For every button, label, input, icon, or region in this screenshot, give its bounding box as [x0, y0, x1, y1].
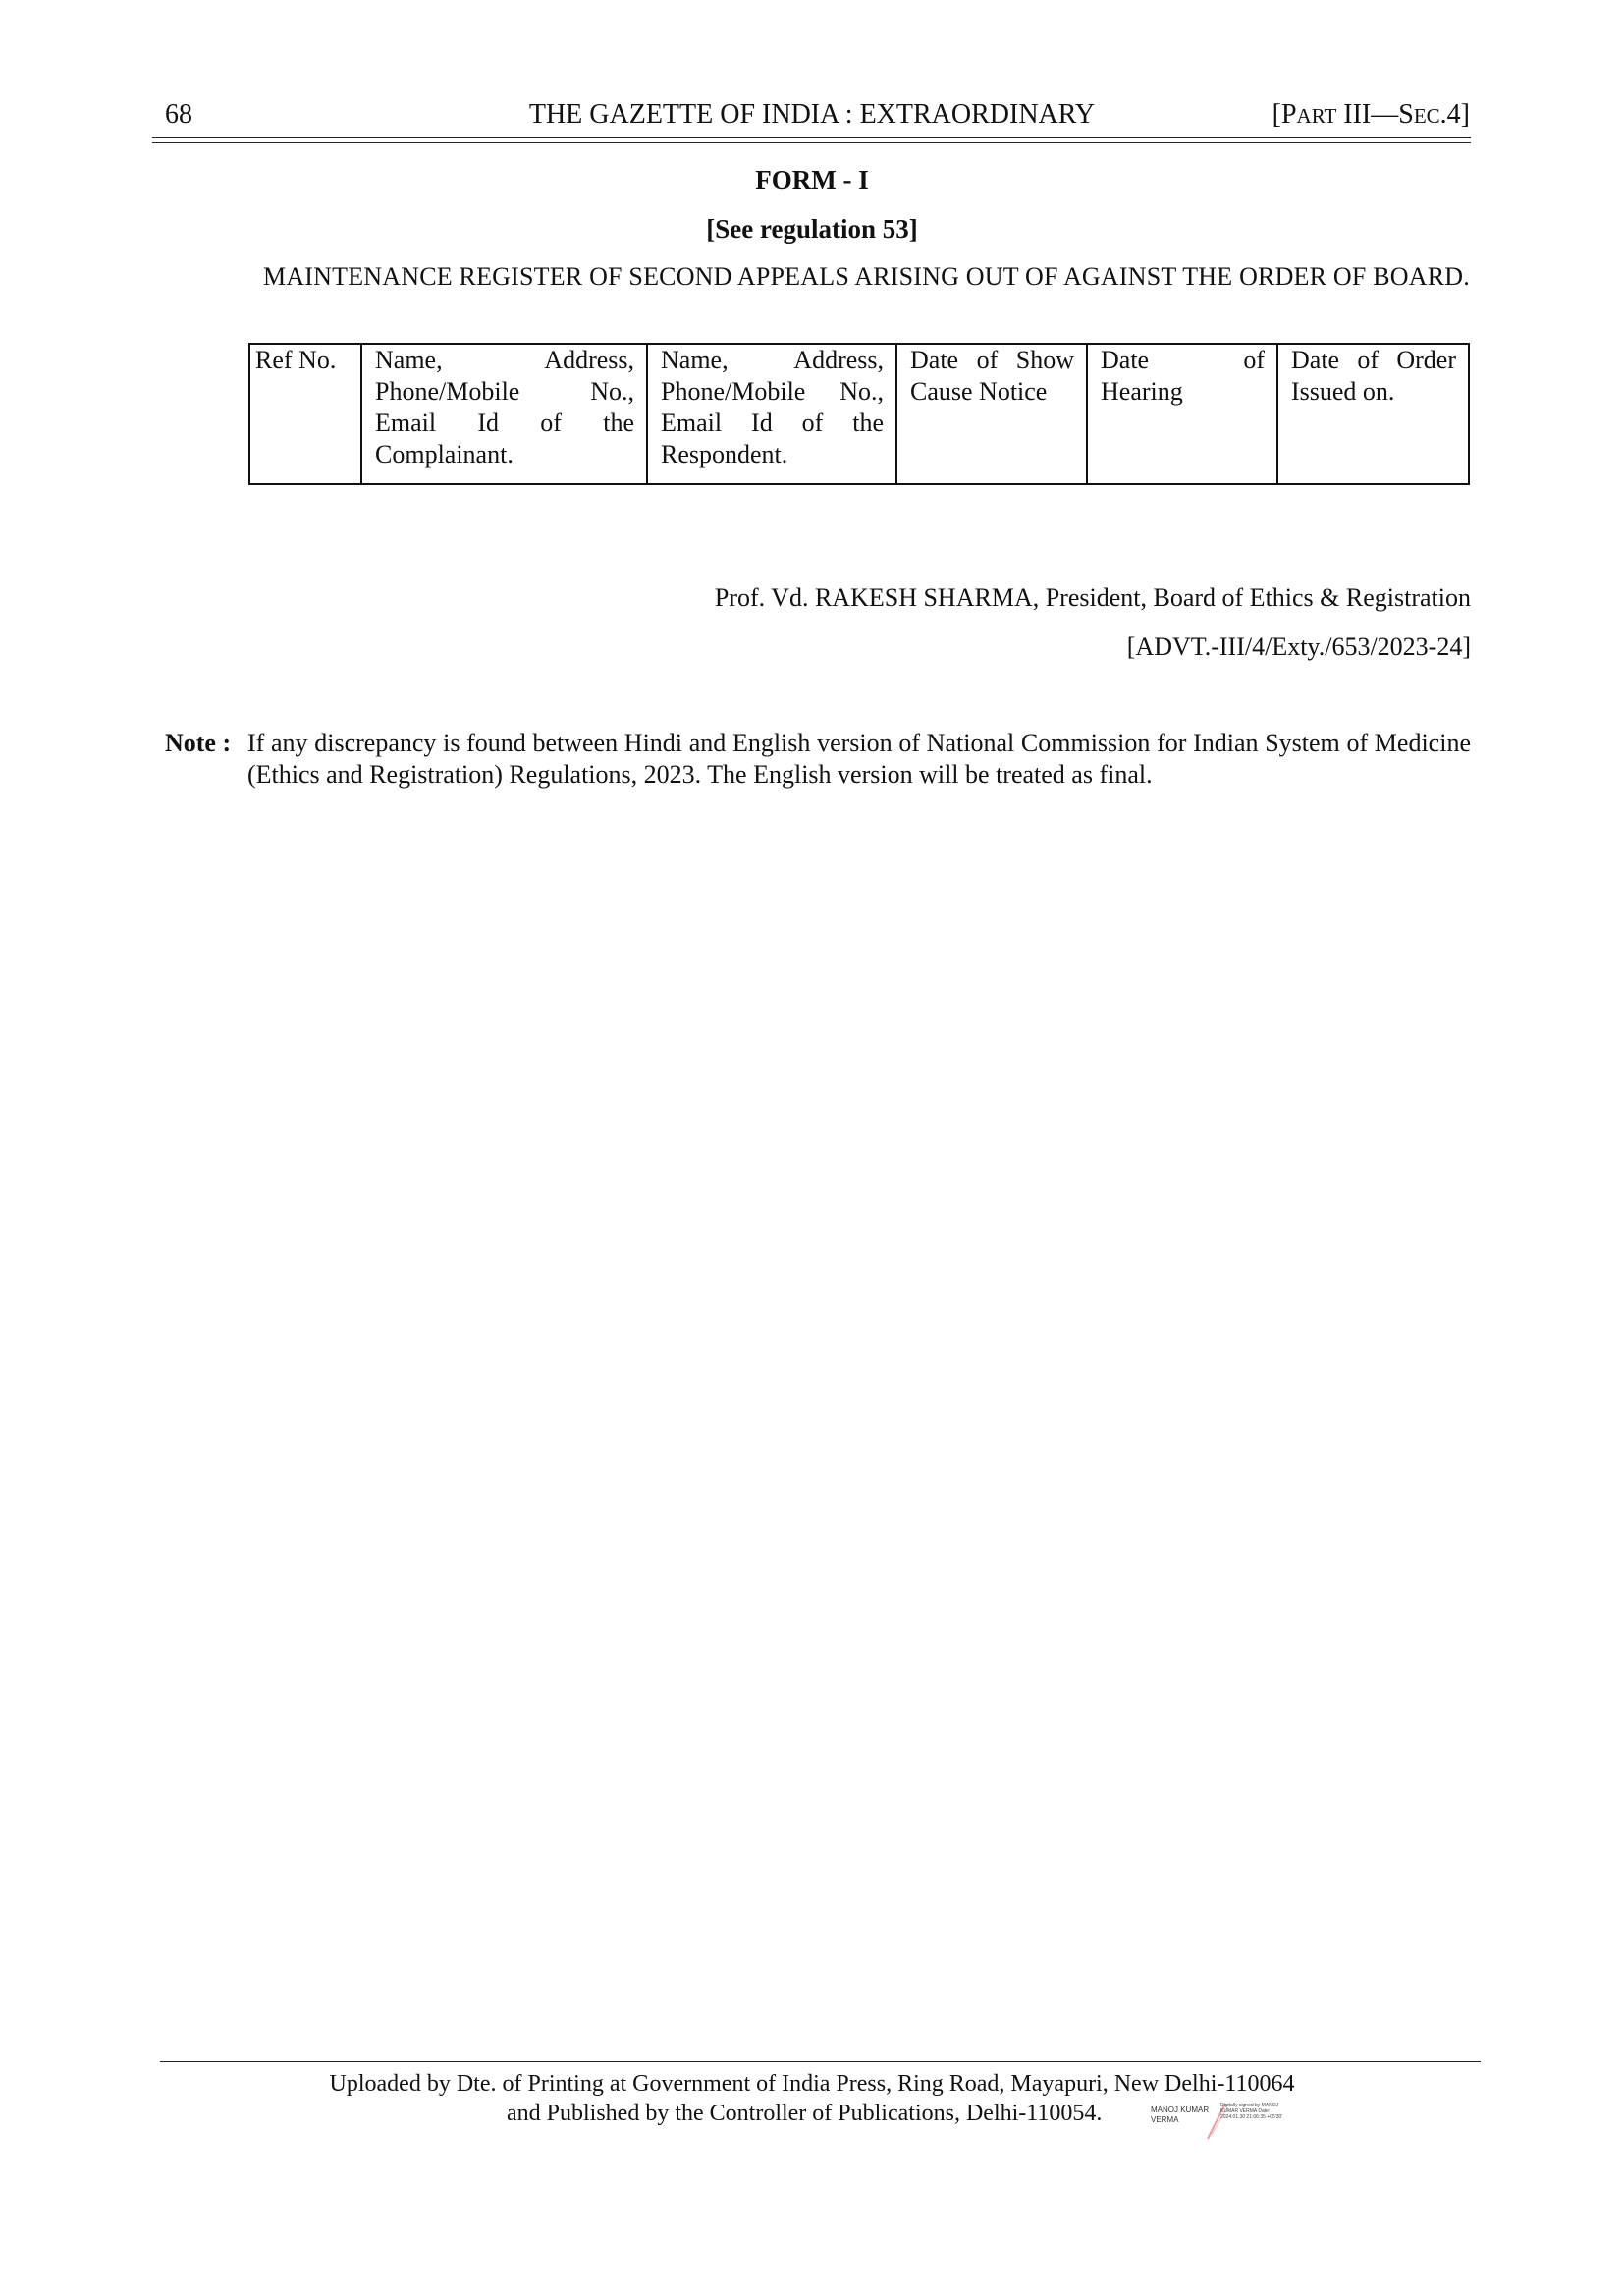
form-intro: MAINTENANCE REGISTER OF SECOND APPEALS ARISING OUT OF AGAINST THE ORDER OF BOARD. — [263, 262, 1470, 291]
footer-line-2: and Published by the Controller of Publications, Delhi-110054. — [507, 2101, 1103, 2126]
signer-name: MANOJ KUMAR VERMA — [1151, 2105, 1210, 2124]
part-mid: III—S — [1336, 99, 1414, 130]
part-close: .4] — [1439, 99, 1470, 130]
signatory: Prof. Vd. RAKESH SHARMA, President, Board of Ethics & Registration — [714, 583, 1471, 612]
col-complainant: Name, Address, Phone/Mobile No., Email Id of the Complainant. — [361, 344, 647, 484]
col-order-date: Date of Order Issued on. — [1277, 344, 1469, 484]
part-section-label — [1272, 98, 1470, 133]
table-header-row — [249, 344, 1469, 484]
signature-detail: Digitally signed by MANOJ KUMAR VERMA Date: 2024.01.30 21:06:35 +05'30' — [1220, 2103, 1283, 2120]
digital-signature-stamp — [1149, 2100, 1286, 2141]
regulation-reference: [See regulation 53] — [706, 214, 918, 244]
section-rest: EC — [1413, 104, 1440, 128]
part-open: [P — [1272, 99, 1297, 130]
col-show-cause-date: Date of Show Cause Notice — [896, 344, 1087, 484]
col-respondent: Name, Address, Phone/Mobile No., Email Id of the Respondent. — [647, 344, 896, 484]
part-rest: ART — [1296, 104, 1337, 128]
col-ref-no: Ref No. — [249, 344, 361, 484]
footer-line-1: Uploaded by Dte. of Printing at Government of India Press, Ring Road, Mayapuri, New Delhi-110064 — [329, 2071, 1295, 2097]
form-title: FORM - I — [755, 165, 869, 194]
gazette-title: THE GAZETTE OF INDIA : EXTRAORDINARY — [528, 99, 1096, 130]
footer-rule — [160, 2061, 1481, 2062]
col-hearing-date: Date of Hearing — [1087, 344, 1277, 484]
register-table — [248, 343, 1470, 485]
page-number: 68 — [165, 99, 192, 130]
advt-reference: [ADVT.-III/4/Exty./653/2023-24] — [1126, 632, 1471, 661]
note-label: Note : — [165, 729, 232, 757]
header-rule-top — [152, 137, 1471, 138]
header-rule-bottom — [152, 142, 1471, 143]
note-text: If any discrepancy is found between Hindi and English version of National Commission for Indian System of Medicine (Ethics and Registration) Regulations, 2023. The English version will be treated as final. — [247, 729, 1471, 789]
